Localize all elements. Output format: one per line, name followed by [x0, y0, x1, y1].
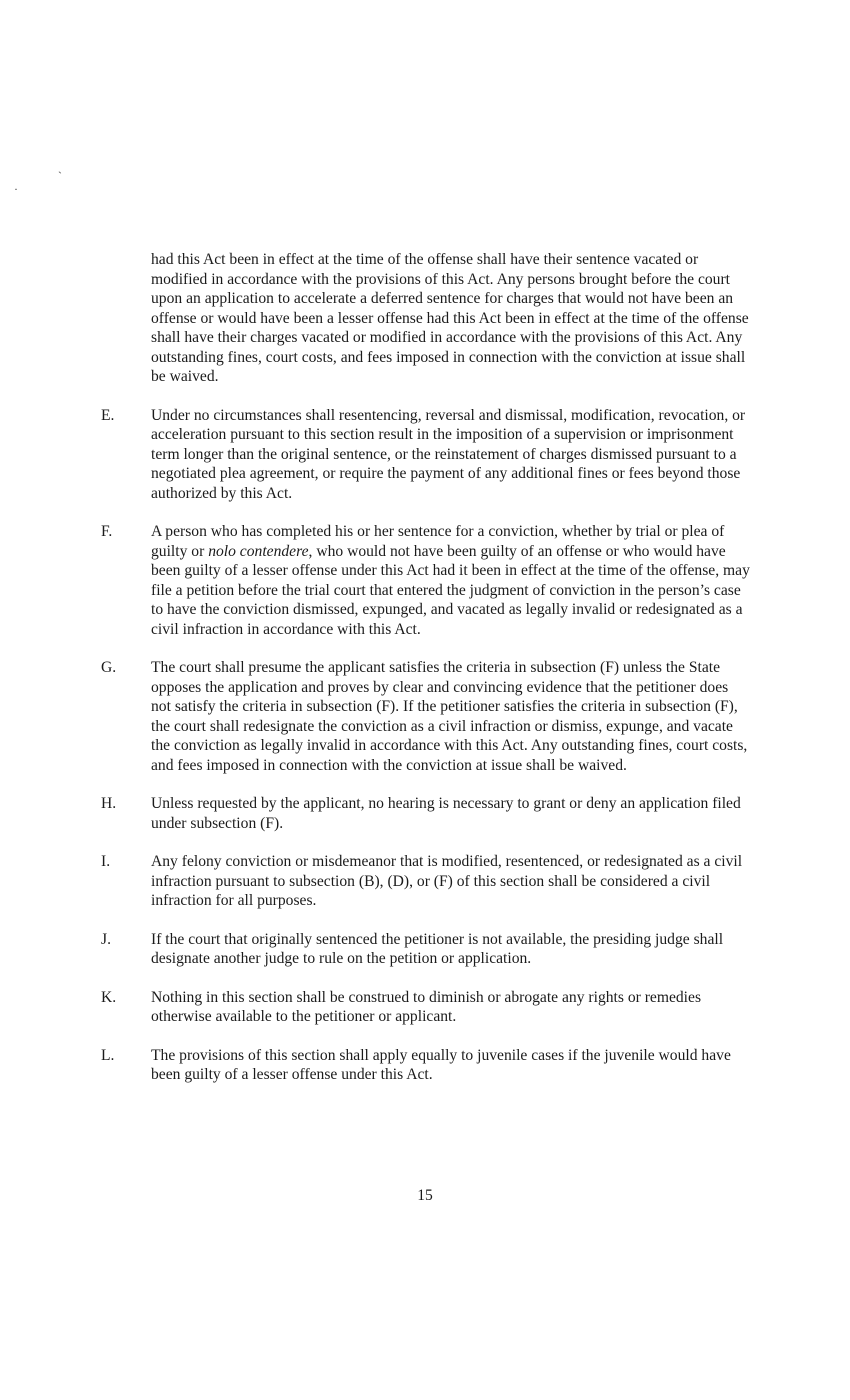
subsection-text: Under no circumstances shall resentencing, reversal and dismissal, modification, revocation, or acceleration pursuant to this section result in the imposition of a supervision or imprisonment term longer than the original sentence, or the reinstatement of charges dismissed pursuant to a negotiated plea agreement, or require the payment of any additional fines or fees beyond those authorized by this Act. [151, 406, 746, 502]
subsection-text: If the court that originally sentenced the petitioner is not available, the presiding judge shall designate another judge to rule on the petition or application. [151, 930, 724, 967]
subsection-text: Nothing in this section shall be construed to diminish or abrogate any rights or remedies otherwise available to the petitioner or applicant. [151, 988, 702, 1025]
subsection-text: A person who has completed his or her sentence for a conviction, whether by trial or plea of guilty or nolo contendere, who would not have been guilty of an offense or who would have been guilty of a lesser offense under this Act had it been in effect at the time of the offense, may file a petition before the trial court that entered the judgment of conviction in the person’s case to have the conviction dismissed, expunged, and vacated as legally invalid or redesignated as a civil infraction in accordance with this Act. [151, 523, 750, 638]
subsection-text: Any felony conviction or misdemeanor that is modified, resentenced, or redesignated as a civil infraction pursuant to subsection (B), (D), or (F) of this section shall be considered a civil infraction for all purposes. [151, 853, 743, 909]
subsection-k [0, 988, 850, 1027]
subsection-text: Unless requested by the applicant, no hearing is necessary to grant or deny an application filed under subsection (F). [151, 795, 741, 832]
subsection-e [0, 406, 850, 504]
page-number: 15 [417, 1187, 433, 1204]
subsection-letter: H. [101, 795, 117, 812]
subsection-j [0, 930, 850, 969]
italic-phrase: nolo contendere [208, 542, 309, 560]
subsection-h [0, 794, 850, 833]
subsection-letter: F. [101, 523, 113, 540]
subsection-g [0, 658, 850, 775]
scan-artifact-dot: ˋ [58, 169, 62, 183]
subsection-letter: K. [101, 988, 117, 1006]
document-body [0, 250, 850, 1104]
subsection-letter: J. [101, 930, 111, 948]
paragraph-text: had this Act been in effect at the time of the offense shall have their sentence vacated or modified in accordance with the provisions of this Act. Any persons brought before the court upon an application to accelerate a deferred sentence for charges that would not have been an offense or would have been a lesser offense had this Act been in effect at the time of the offense shall have their charges vacated or modified in accordance with the provisions of this Act. Any outstanding fines, court costs, and fees imposed in connection with the conviction at issue shall be waived. [151, 251, 749, 385]
subsection-f [0, 522, 850, 639]
subsection-letter: I. [101, 853, 111, 870]
subsection-letter: L. [101, 1046, 115, 1064]
subsection-letter: E. [101, 406, 115, 424]
scan-artifact-dot: · [14, 182, 18, 196]
paragraph-continuation [0, 250, 850, 387]
subsection-letter: G. [101, 659, 117, 676]
subsection-text: The provisions of this section shall apply equally to juvenile cases if the juvenile would have been guilty of a lesser offense under this Act. [151, 1046, 731, 1083]
subsection-i [0, 852, 850, 911]
subsection-text: The court shall presume the applicant satisfies the criteria in subsection (F) unless the State opposes the application and proves by clear and convincing evidence that the petitioner does not satisfy the criteria in subsection (F). If the petitioner satisfies the criteria in subsection (F), the court shall redesignate the conviction as a civil infraction or dismiss, expunge, and vacate the conviction as legally invalid in accordance with this Act. Any outstanding fines, court costs, and fees imposed in connection with the conviction at issue shall be waived. [151, 659, 748, 774]
subsection-l [0, 1046, 850, 1085]
